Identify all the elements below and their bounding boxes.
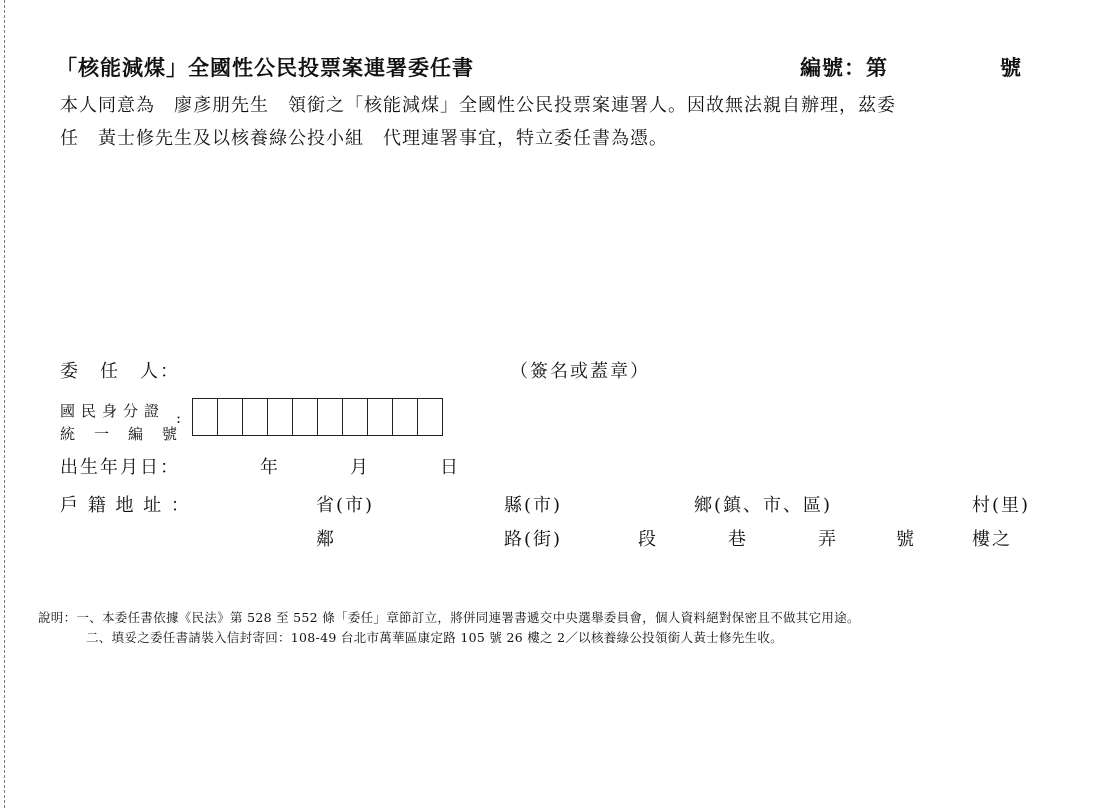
id-colon: : bbox=[176, 409, 182, 427]
address-label: 戶 籍 地 址 ： bbox=[60, 495, 191, 516]
birth-date-label: 出生年月日： bbox=[60, 457, 180, 478]
address-neighborhood: 鄰 bbox=[316, 529, 336, 550]
address-road: 路(街) bbox=[504, 529, 563, 550]
id-digit-box[interactable] bbox=[293, 399, 318, 435]
id-digit-box[interactable] bbox=[418, 399, 442, 435]
address-village: 村(里) bbox=[972, 495, 1031, 516]
id-digit-box[interactable] bbox=[193, 399, 218, 435]
birth-month-unit: 月 bbox=[350, 457, 370, 478]
address-alley: 弄 bbox=[818, 529, 838, 550]
signature-note: （簽名或蓋章） bbox=[510, 361, 650, 382]
id-digit-box[interactable] bbox=[268, 399, 293, 435]
note-line-1: 說明：一、本委任書依據《民法》第 528 至 552 條「委任」章節訂立，將併同連署書遞交中央選舉委員會，個人資料絕對保密且不做其它用途。 bbox=[38, 610, 860, 625]
address-province: 省(市) bbox=[316, 495, 375, 516]
id-digit-box[interactable] bbox=[393, 399, 418, 435]
id-digit-box[interactable] bbox=[243, 399, 268, 435]
id-digit-box[interactable] bbox=[218, 399, 243, 435]
id-label-line-1: 國民身分證 bbox=[60, 402, 166, 420]
cut-line bbox=[4, 0, 5, 808]
id-label-line-2: 統 一 編 號 bbox=[60, 425, 180, 443]
address-county: 縣(市) bbox=[504, 495, 563, 516]
birth-day-unit: 日 bbox=[440, 457, 460, 478]
statement-line-2: 任 黃士修先生及以核養綠公投小組 代理連署事宜，特立委任書為憑。 bbox=[60, 128, 668, 149]
page-title: 「核能減煤」全國性公民投票案連署委任書 bbox=[56, 55, 474, 80]
id-digit-box[interactable] bbox=[318, 399, 343, 435]
address-floor: 樓之 bbox=[972, 529, 1012, 550]
serial-number-label: 編號：第 bbox=[800, 55, 888, 80]
id-digit-box[interactable] bbox=[368, 399, 393, 435]
address-section: 段 bbox=[638, 529, 658, 550]
note-line-2: 二、填妥之委任書請裝入信封寄回：108-49 台北市萬華區康定路 105 號 26 樓之 2／以核養綠公投領銜人黃士修先生收。 bbox=[86, 630, 783, 645]
address-township: 鄉(鎮、市、區) bbox=[694, 495, 833, 516]
principal-label: 委 任 人： bbox=[60, 361, 180, 382]
address-lane: 巷 bbox=[728, 529, 748, 550]
birth-year-unit: 年 bbox=[260, 457, 280, 478]
id-digit-box[interactable] bbox=[343, 399, 368, 435]
serial-number-suffix: 號 bbox=[1000, 55, 1022, 80]
statement-line-1: 本人同意為 廖彥朋先生 領銜之「核能減煤」全國性公民投票案連署人。因故無法親自辦理，茲委 bbox=[60, 95, 896, 116]
address-number: 號 bbox=[896, 529, 916, 550]
id-number-boxes[interactable] bbox=[192, 398, 443, 436]
